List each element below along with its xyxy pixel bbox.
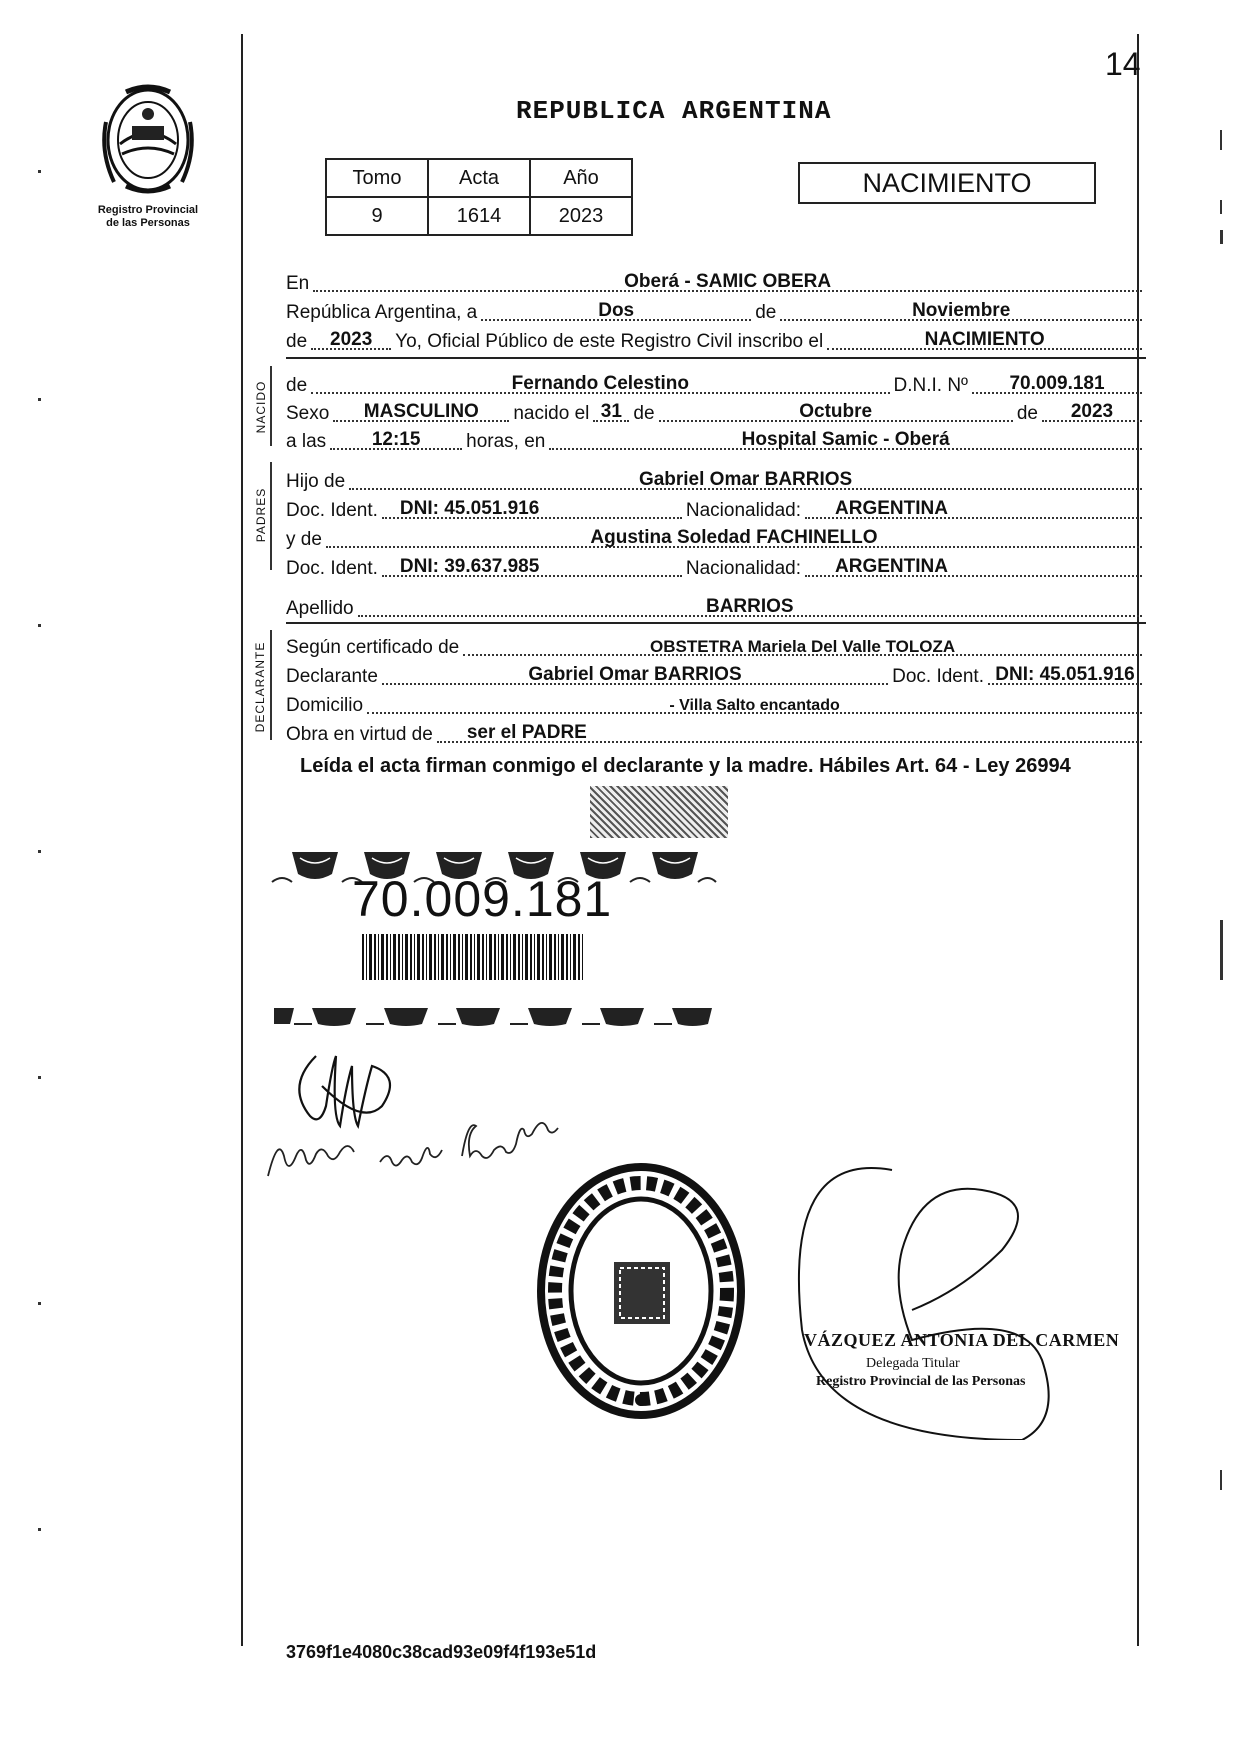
inscribo-text: Yo, Oficial Público de este Registro Civil inscribo el (395, 331, 824, 352)
decl-label: Declarante (286, 666, 378, 687)
decl-doc-value: DNI: 45.051.916 (995, 664, 1135, 685)
mother-doc-value: DNI: 39.637.985 (399, 556, 540, 577)
month-value: Noviembre (912, 300, 1011, 321)
mother-nat-value: ARGENTINA (835, 556, 948, 577)
dom-fill (367, 688, 1142, 714)
country-title: REPUBLICA ARGENTINA (516, 96, 832, 126)
apellido-label: Apellido (286, 598, 354, 619)
birth-year-value: 2023 (1070, 401, 1114, 422)
sexo-fill (333, 396, 509, 422)
guilloche-pattern-icon (272, 1004, 718, 1028)
record-value-tomo: 9 (326, 197, 428, 235)
record-type-box: NACIMIENTO (798, 162, 1096, 204)
name-fill (311, 368, 889, 394)
left-margin-line (241, 34, 243, 1646)
father-nat-fill (805, 493, 1142, 519)
registry-name-line1: Registro Provincial (97, 204, 199, 216)
row-declarante (286, 659, 1146, 689)
nacido-de3-label: de (1016, 403, 1038, 424)
province-seal (96, 82, 200, 198)
year-value: 2023 (330, 329, 373, 350)
row-en (286, 266, 1146, 296)
year-prefix: de (286, 331, 308, 352)
birth-time-value: 12:15 (371, 429, 421, 450)
id-number: 70.009.181 (352, 871, 613, 927)
dom-label: Domicilio (286, 695, 364, 716)
month-fill (780, 295, 1142, 321)
obra-fill (437, 717, 1142, 743)
en-fill (313, 266, 1142, 292)
scan-mark (1220, 200, 1222, 214)
record-table (325, 158, 633, 236)
header-separator (286, 357, 1146, 359)
dni-fill (972, 368, 1142, 394)
margin-dot (38, 850, 41, 853)
official-stamp (536, 1162, 746, 1420)
nacido-section-label: NACIDO (254, 380, 268, 434)
cert-fill (463, 630, 1142, 656)
father-doc-value: DNI: 45.051.916 (399, 498, 540, 519)
birth-day-value: 31 (600, 401, 622, 422)
registry-name (70, 204, 226, 230)
en-label: En (286, 273, 310, 294)
record-value-acta: 1614 (428, 197, 530, 235)
father-nat-label: Nacionalidad: (685, 500, 802, 521)
day-value: Dos (598, 300, 635, 321)
birth-day-fill (593, 396, 629, 422)
row-nacido-nombre (286, 368, 1146, 398)
en-value: Oberá - SAMIC OBERA (624, 271, 832, 292)
apellido-separator (286, 622, 1146, 624)
margin-dot (38, 1528, 41, 1531)
father-doc-fill (382, 493, 682, 519)
nacido-el-label: nacido el (513, 403, 590, 424)
birth-place-value: Hospital Samic - Oberá (741, 429, 950, 450)
decl-doc-label: Doc. Ident. (892, 666, 984, 687)
a-las-label: a las (286, 431, 327, 452)
dom-value: - Villa Salto encantado (669, 697, 840, 714)
sexo-value: MASCULINO (363, 401, 479, 422)
year-fill (311, 324, 391, 350)
inscribo-fill (827, 324, 1142, 350)
sexo-label: Sexo (286, 403, 330, 424)
cert-label: Según certificado de (286, 637, 460, 658)
mother-nat-label: Nacionalidad: (685, 558, 802, 579)
mother-nat-fill (805, 551, 1142, 577)
birth-year-fill (1042, 396, 1142, 422)
father-doc-label: Doc. Ident. (286, 500, 378, 521)
margin-dot (38, 1076, 41, 1079)
child-dni-value: 70.009.181 (1009, 373, 1105, 394)
row-nacido-hora (286, 424, 1146, 454)
row-hijo-de (286, 464, 1146, 494)
place-fill (549, 424, 1142, 450)
record-value-ano: 2023 (530, 197, 632, 235)
obra-label: Obra en virtud de (286, 724, 433, 745)
mother-name-value: Agustina Soledad FACHINELLO (590, 527, 878, 548)
de-label: de (755, 302, 777, 323)
margin-dot (38, 170, 41, 173)
document-hash: 3769f1e4080c38cad93e09f4f193e51d (286, 1642, 597, 1662)
father-name-fill (349, 464, 1142, 490)
nacido-bracket (270, 366, 272, 446)
birth-month-value: Octubre (799, 401, 873, 422)
oval-stamp-icon (536, 1162, 746, 1420)
official-role: Delegada Titular (866, 1356, 960, 1371)
mother-doc-label: Doc. Ident. (286, 558, 378, 579)
day-fill (481, 295, 751, 321)
barcode (362, 934, 584, 980)
row-apellido (286, 591, 1146, 621)
declarante-section-label: DECLARANTE (253, 641, 267, 733)
decl-doc-fill (988, 659, 1142, 685)
record-header-acta: Acta (428, 159, 530, 197)
seal-emblem-icon (96, 82, 200, 198)
apellido-value: BARRIOS (705, 596, 794, 617)
decl-fill (382, 659, 888, 685)
registry-name-line2: de las Personas (106, 217, 190, 229)
scan-mark (1220, 920, 1223, 980)
official-name: VÁZQUEZ ANTONIA DEL CARMEN (804, 1330, 1120, 1350)
row-obra (286, 717, 1146, 747)
margin-dot (38, 1302, 41, 1305)
declarante-bracket (270, 630, 272, 740)
record-header-tomo: Tomo (326, 159, 428, 197)
row-mother-doc (286, 551, 1146, 581)
child-name-value: Fernando Celestino (511, 373, 689, 394)
padres-bracket (270, 462, 272, 570)
father-name-value: Gabriel Omar BARRIOS (638, 469, 853, 490)
inscribo-value: NACIMIENTO (924, 329, 1045, 350)
scan-mark (1220, 1470, 1222, 1490)
nacido-de-label: de (286, 375, 308, 396)
row-inscribo (286, 324, 1146, 354)
margin-dot (38, 398, 41, 401)
mother-doc-fill (382, 551, 682, 577)
republica-label: República Argentina, a (286, 302, 478, 323)
horas-label: horas, en (466, 431, 546, 452)
cert-value: OBSTETRA Mariela Del Valle TOLOZA (650, 637, 956, 656)
security-strip-bottom (272, 1004, 718, 1028)
nacido-de2-label: de (633, 403, 655, 424)
closing-text: Leída el acta firman conmigo el declarante y la madre. Hábiles Art. 64 - Ley 26994 (300, 755, 1071, 777)
decl-value: Gabriel Omar BARRIOS (528, 664, 742, 685)
padres-section-label: PADRES (254, 487, 268, 543)
row-certificado (286, 630, 1146, 660)
obra-value: ser el PADRE (466, 722, 587, 743)
page-number: 14 (1105, 46, 1141, 82)
official-office: Registro Provincial de las Personas (816, 1374, 1026, 1389)
hijo-de-label: Hijo de (286, 471, 346, 492)
scan-mark (1220, 230, 1223, 244)
record-header-ano: Año (530, 159, 632, 197)
row-domicilio (286, 688, 1146, 718)
y-de-label: y de (286, 529, 322, 550)
row-fecha (286, 295, 1146, 325)
time-fill (330, 424, 462, 450)
mother-name-fill (326, 522, 1142, 548)
row-y-de (286, 522, 1146, 552)
father-nat-value: ARGENTINA (835, 498, 948, 519)
hologram-patch (590, 786, 728, 838)
birth-month-fill (659, 396, 1013, 422)
row-father-doc (286, 493, 1146, 523)
scan-mark (1220, 130, 1222, 150)
apellido-fill (358, 591, 1142, 617)
margin-dot (38, 624, 41, 627)
dni-label: D.N.I. Nº (893, 375, 968, 396)
row-nacido-sexo (286, 396, 1146, 426)
